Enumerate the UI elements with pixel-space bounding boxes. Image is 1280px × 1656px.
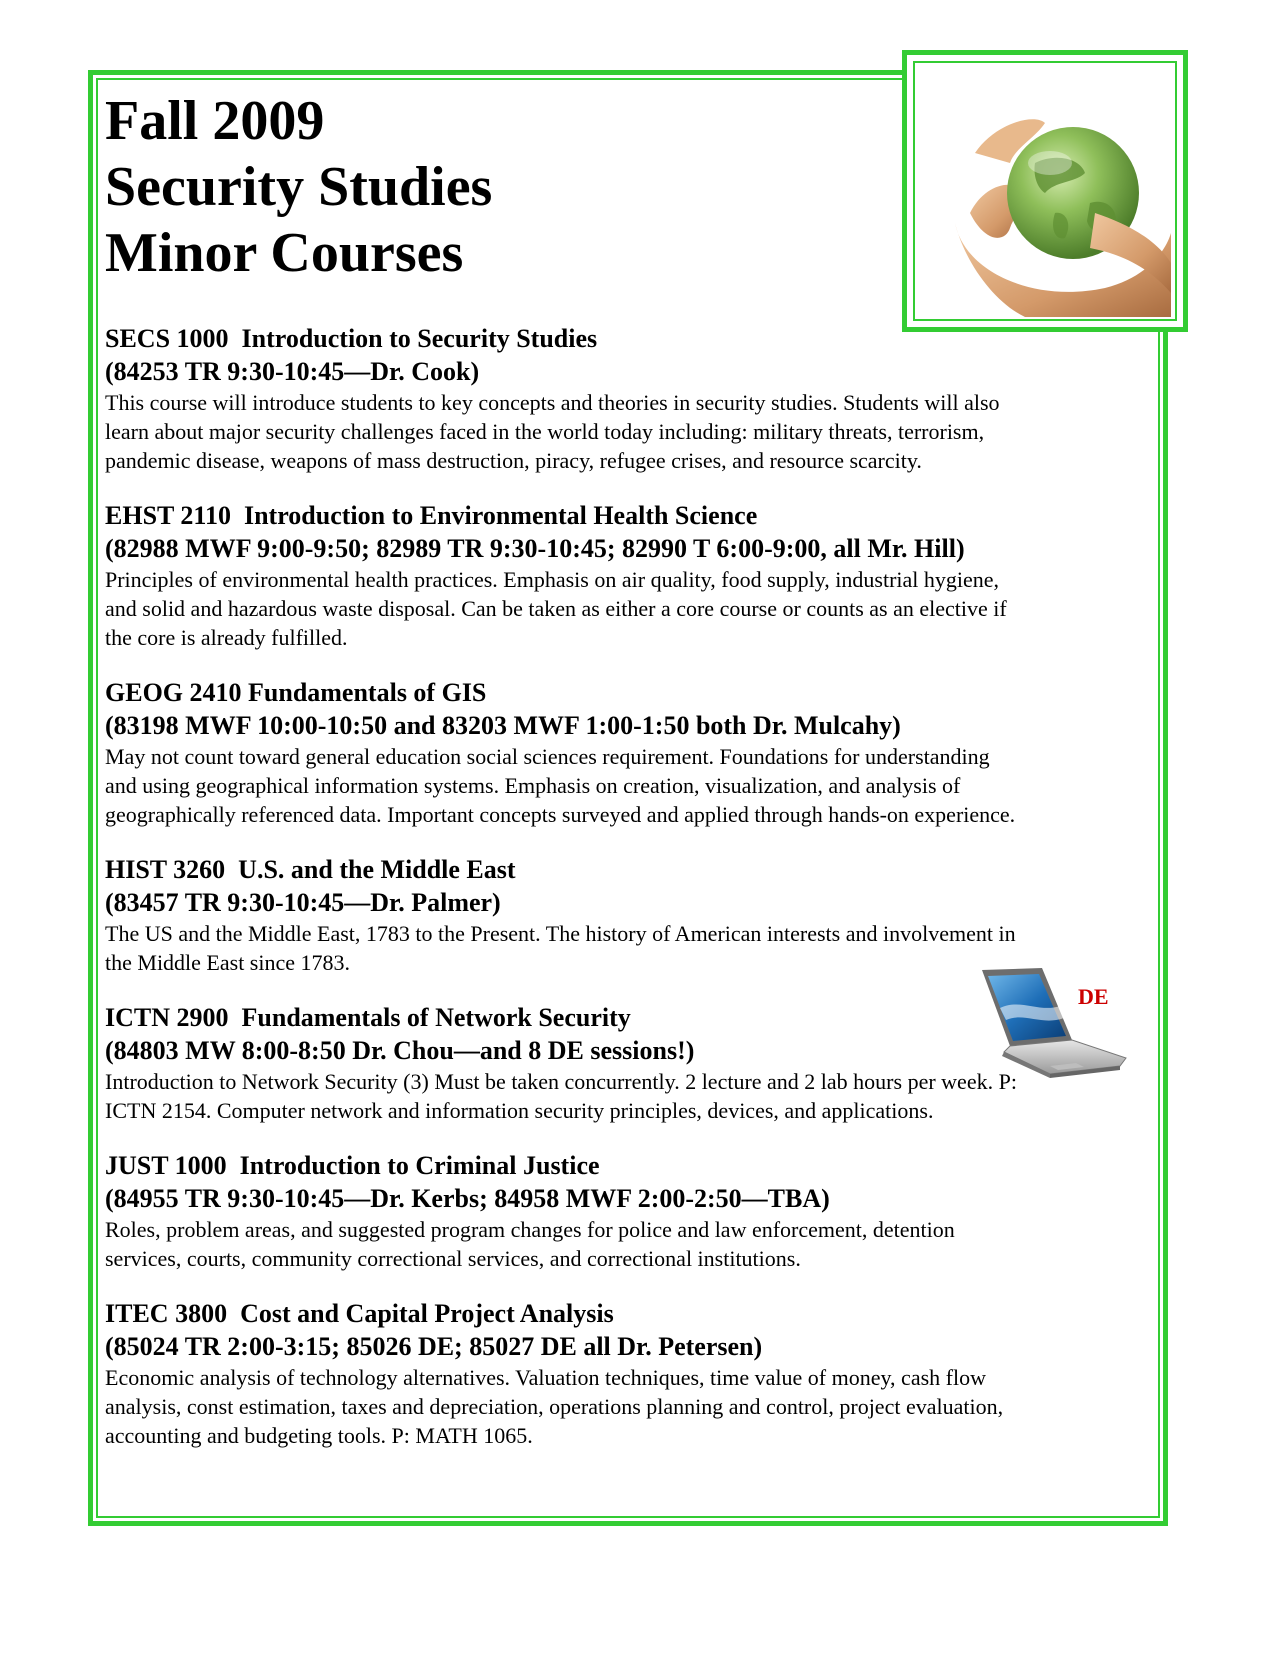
course-schedule: (84955 TR 9:30-10:45—Dr. Kerbs; 84958 MWF 2:00-2:50—TBA) [105, 1184, 830, 1213]
course-heading: EHST 2110 Introduction to Environmental Health Science [105, 501, 758, 530]
course-list [105, 322, 1155, 1450]
de-label: DE [1078, 984, 1109, 1009]
course-just-1000 [105, 1149, 1155, 1273]
course-heading: ICTN 2900 Fundamentals of Network Security [105, 1003, 631, 1032]
title-line: Fall 2009 [105, 90, 325, 152]
course-schedule: (85024 TR 2:00-3:15; 85026 DE; 85027 DE all Dr. Petersen) [105, 1332, 763, 1361]
course-hist-3260 [105, 853, 1155, 977]
photo-frame [902, 50, 1188, 332]
course-heading: JUST 1000 Introduction to Criminal Justice [105, 1151, 600, 1180]
course-schedule: (83198 MWF 10:00-10:50 and 83203 MWF 1:00-1:50 both Dr. Mulcahy) [105, 711, 901, 740]
title-line: Security Studies [105, 156, 493, 218]
course-schedule: (82988 MWF 9:00-9:50; 82989 TR 9:30-10:45; 82990 T 6:00-9:00, all Mr. Hill) [105, 534, 965, 563]
course-itec-3800 [105, 1297, 1155, 1450]
course-description: Introduction to Network Security (3) Must be taken concurrently. 2 lecture and 2 lab hours per week. P: ICTN 2154. Computer network and information security principles, devices, and applications. [105, 1069, 1017, 1123]
course-heading: HIST 3260 U.S. and the Middle East [105, 855, 516, 884]
course-heading: ITEC 3800 Cost and Capital Project Analysis [105, 1299, 614, 1328]
course-ehst-2110 [105, 499, 1155, 652]
course-description: Principles of environmental health practices. Emphasis on air quality, food supply, industrial hygiene, and solid and hazardous waste disposal. Can be taken as either a core course or counts as an elective if the core is already fulfilled. [105, 567, 1007, 650]
course-heading: GEOG 2410 Fundamentals of GIS [105, 678, 487, 707]
course-schedule: (83457 TR 9:30-10:45—Dr. Palmer) [105, 888, 501, 917]
course-description: This course will introduce students to key concepts and theories in security studies. Students will also learn about major security challenges faced in the world today including: military threats, terrorism, pandemic disease, weapons of mass destruction, piracy, refugee crises, and resource scarcity. [105, 390, 1000, 473]
page-title [105, 88, 492, 286]
globe-in-hands-image [913, 61, 1177, 321]
course-description: Economic analysis of technology alternatives. Valuation techniques, time value of money, cash flow analysis, const estimation, taxes and depreciation, operations planning and control, project evaluation, accounting and budgeting tools. P: MATH 1065. [105, 1365, 1004, 1448]
course-schedule: (84253 TR 9:30-10:45—Dr. Cook) [105, 357, 480, 386]
course-geog-2410 [105, 676, 1155, 829]
course-schedule: (84803 MW 8:00-8:50 Dr. Chou—and 8 DE sessions!) [105, 1036, 695, 1065]
course-secs-1000 [105, 322, 1155, 475]
title-line: Minor Courses [105, 222, 464, 284]
course-description: Roles, problem areas, and suggested program changes for police and law enforcement, detention services, courts, community correctional services, and correctional institutions. [105, 1217, 955, 1271]
course-heading: SECS 1000 Introduction to Security Studies [105, 324, 598, 353]
course-description: May not count toward general education social sciences requirement. Foundations for understanding and using geographical information systems. Emphasis on creation, visualization, and analysis of geographically referenced data. Important concepts surveyed and applied through hands-on experience. [105, 744, 1016, 827]
course-description: The US and the Middle East, 1783 to the Present. The history of American interests and involvement in the Middle East since 1783. [105, 921, 1016, 975]
